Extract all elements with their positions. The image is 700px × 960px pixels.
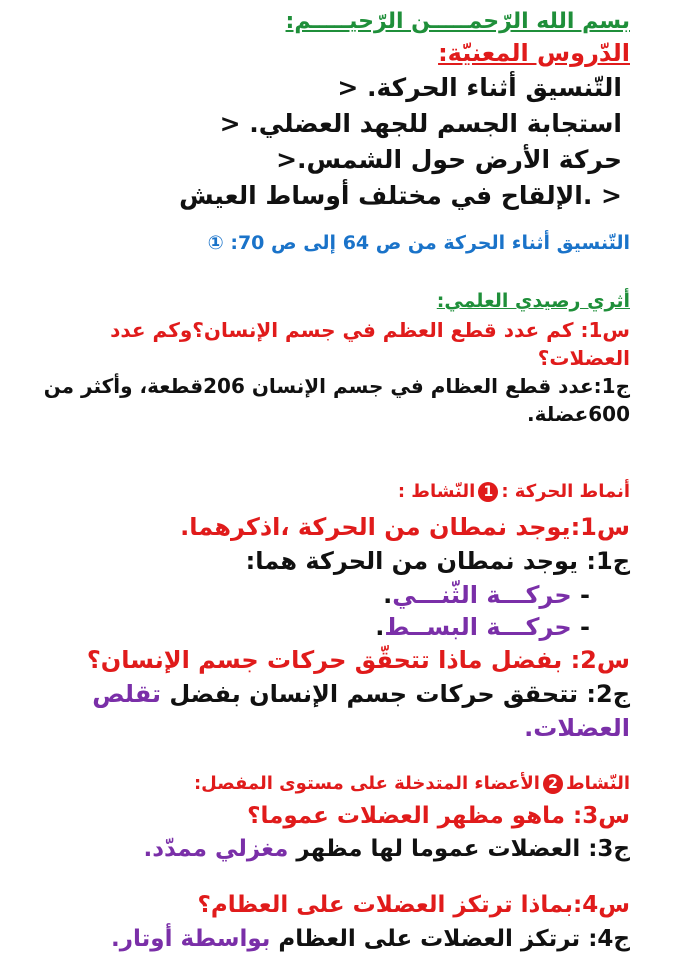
activity-2-title	[194, 773, 630, 796]
activity-1-question-2: س2: بفضل ماذا تتحقّق حركات جسم الإنسان؟	[86, 646, 630, 674]
lesson-number-icon: ①	[207, 232, 224, 254]
enrich-question-line-2: العضلات؟	[537, 346, 630, 370]
enrich-question-line-1: س1: كم عدد قطع العظم في جسم الإنسان؟وكم عدد	[110, 318, 630, 342]
activity-2-title-suffix: الأعضاء المتدخلة على مستوى المفصل:	[193, 773, 540, 794]
activity-2-question-4: س4:بماذا ترتكز العضلات على العظام؟	[197, 892, 630, 918]
activity-1-badge: 1	[478, 482, 498, 502]
activity-2-badge: 2	[543, 774, 563, 794]
activity-2-answer-4-text: ج4: ترتكز العضلات على العظام	[270, 926, 630, 952]
activity-1-answer-1: ج1: يوجد نمطان من الحركة هما:	[245, 547, 630, 575]
activity-1-answer-2-line-2: العضلات.	[524, 714, 630, 742]
activity-2-answer-3	[143, 835, 630, 864]
lesson-item-3: حركة الأرض حول الشمس.<	[276, 145, 622, 174]
enrich-answer-line-1: ج1:عدد قطع العظام في جسم الإنسان 206قطعة، وأكثر من	[43, 374, 630, 398]
lesson-item-2: استجابة الجسم للجهد العضلي. <	[219, 109, 622, 138]
lesson-reference	[208, 232, 630, 256]
basmala: بسم الله الرّحمـــــن الرّحيـــــم:	[285, 9, 630, 34]
movement-type-1-label: حركـــة الثّنـــي	[392, 581, 572, 609]
activity-2-title-prefix: النّشاط	[565, 773, 630, 794]
movement-type-2: - حركـــة البســط.	[375, 613, 590, 641]
lesson-item-1: التّنسيق أثناء الحركة. <	[337, 73, 622, 102]
activity-2-question-3: س3: ماهو مظهر العضلات عموما؟	[247, 803, 630, 829]
movement-type-2-label: حركـــة البســط	[384, 613, 572, 641]
enrich-title: أثري رصيدي العلمي:	[436, 290, 630, 312]
activity-2-answer-3-text: ج3: العضلات عموما لها مظهر	[288, 836, 630, 862]
activity-1-title-prefix: أنماط الحركة :	[501, 481, 630, 502]
movement-type-1: - حركـــة الثّنـــي.	[383, 581, 590, 609]
activity-1-answer-2-highlight: تقلص	[92, 680, 162, 708]
activity-2-answer-4-highlight: بواسطة أوتار.	[111, 926, 271, 952]
lesson-reference-text: التّنسيق أثناء الحركة من ص 64 إلى ص 70:	[230, 232, 630, 254]
activity-1-answer-2-text: ج2: تتحقق حركات جسم الإنسان بفضل	[161, 680, 630, 708]
activity-1-answer-2	[92, 679, 630, 709]
enrich-answer-line-2: 600عضلة.	[526, 402, 630, 426]
activity-1-title-suffix: النّشاط :	[397, 481, 476, 502]
activity-2-answer-3-highlight: مغزلي ممدّد.	[143, 836, 289, 862]
activity-1-title	[398, 481, 630, 504]
lessons-title: الدّروس المعنيّة:	[438, 39, 630, 67]
activity-2-answer-4	[111, 925, 630, 954]
activity-1-question-1: س1:يوجد نمطان من الحركة ،اذكرهما.	[180, 513, 630, 541]
lesson-item-4: < .الإلقاح في مختلف أوساط العيش	[179, 181, 622, 210]
